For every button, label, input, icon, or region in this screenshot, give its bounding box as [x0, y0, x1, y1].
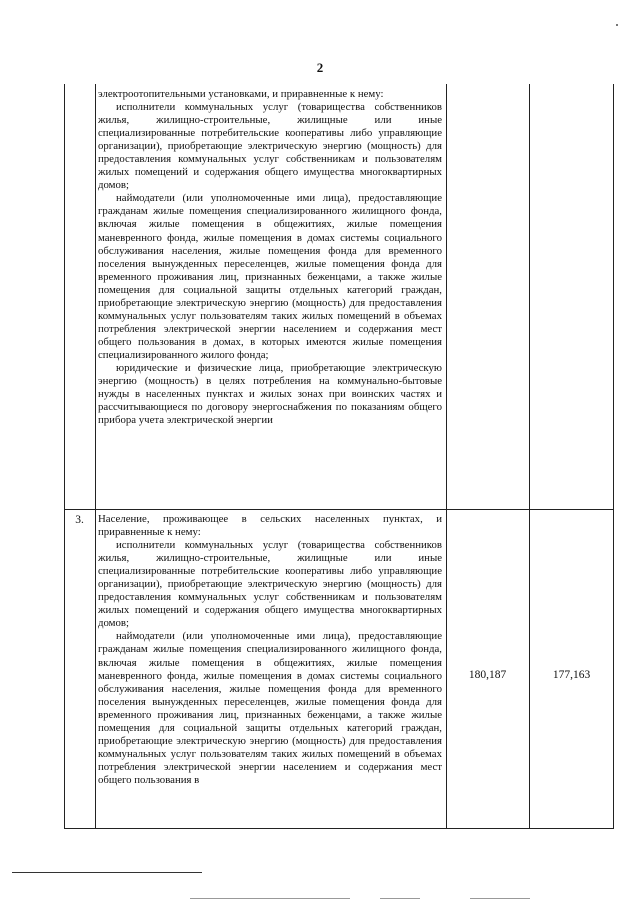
tariff-value-1: 180,187: [468, 669, 507, 681]
row-paragraph: электроотопительными установками, и приравненные к нему:: [98, 88, 384, 100]
scan-mark: [616, 24, 618, 26]
row-paragraph: наймодатели (или уполномоченные ими лица), предоставляющие гражданам жилые помещения специализированного жилищного фонда, включая жилые помещения в общежитиях, жилые помещения маневренного фонда, жилые помещения в домах системы социального обслуживания населения, жилые помещения фонда для временного поселения вынужденных переселенцев, жилые помещения фонда для временного проживания лиц, признанных беженцами, а также жилые помещения для социальной защиты отдельных категорий граждан, приобретающие электрическую энергию (мощность) для предоставления коммунальных услуг пользователям таких жилых помещений в объемах потребления электрической энергии населением и содержания мест общего пользования в: [98, 630, 442, 786]
column-divider-number: [95, 84, 96, 829]
scan-artifact: [190, 898, 350, 899]
scan-artifact: [380, 898, 420, 899]
row-number: 3.: [75, 514, 84, 526]
row-paragraph: исполнители коммунальных услуг (товарищества собственников жилья, жилищно-строительные, жилищные или иные специализированные потребительские кооперативы либо управляющие организации), приобретающие электрическую энергию (мощность) для предоставления коммунальных услуг собственникам и пользователям жилых помещений и содержания общего имущества многоквартирных домов;: [98, 101, 442, 192]
row-paragraph: исполнители коммунальных услуг (товарищества собственников жилья, жилищно-строительные, жилищные или иные специализированные потребительские кооперативы либо управляющие организации), приобретающие электрическую энергию (мощность) для предоставления коммунальных услуг собственникам и пользователям жилых помещений и содержания общего имущества многоквартирных домов;: [98, 539, 442, 630]
row-paragraph: Население, проживающее в сельских населенных пунктах, и приравненные к нему:: [98, 513, 442, 539]
row-description: [98, 513, 442, 787]
row-separator: [64, 509, 614, 510]
footnote-rule: [12, 872, 202, 873]
row-paragraph: наймодатели (или уполномоченные ими лица), предоставляющие гражданам жилые помещения специализированного жилищного фонда, включая жилые помещения в общежитиях, жилые помещения маневренного фонда, жилые помещения в домах системы социального обслуживания населения, жилые помещения фонда для временного поселения вынужденных переселенцев, жилые помещения фонда для временного проживания лиц, признанных беженцами, а также жилые помещения для социальной защиты отдельных категорий граждан, приобретающие электрическую энергию (мощность) для предоставления коммунальных услуг пользователям таких жилых помещений в объемах потребления электрической энергии населением и содержания мест общего пользования в домах, в которых имеются жилые помещения специализированного жилого фонда;: [98, 192, 442, 361]
tariff-value-2: 177,163: [552, 669, 591, 681]
row-paragraph: юридические и физические лица, приобретающие электрическую энергию (мощность) в целях потребления на коммунально-бытовые нужды в населенных пунктах и жилых зонах при воинских частях и рассчитывающиеся по договору энергоснабжения по показаниям общего прибора учета электрической энергии: [98, 361, 442, 427]
row-description: [98, 88, 442, 427]
column-divider-description: [446, 84, 447, 829]
scan-artifact: [470, 898, 530, 899]
page-number: 2: [316, 60, 324, 75]
column-divider-value: [529, 84, 530, 829]
